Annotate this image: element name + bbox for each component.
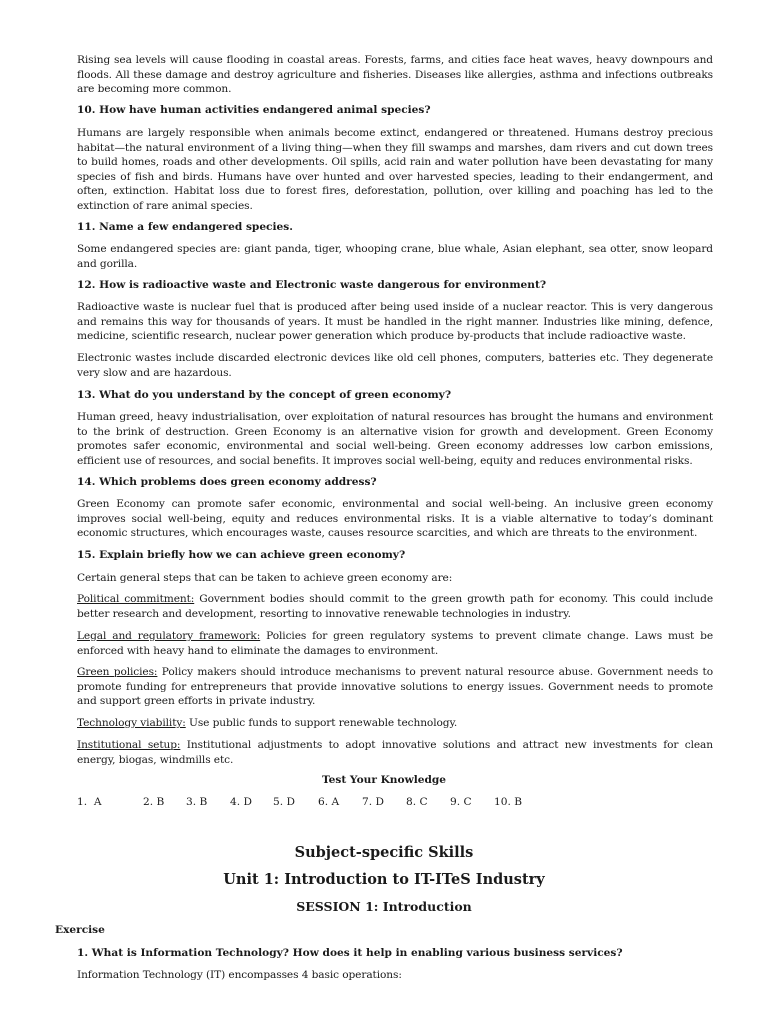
answer-key-item: 6. A	[318, 796, 340, 808]
answer-key-item: 8. C	[406, 796, 428, 808]
step-term: Technology viability:	[77, 717, 186, 729]
answer-12-radioactive: Radioactive waste is nuclear fuel that is produced after being used inside of a nuclear reactor. This is very dangerous and remains this way for thousands of years. It must be handled in the right manner. Industries like mining, defence, medicine, scientific research, nuclear power generation which produce by-products that include radioactive waste.	[77, 301, 713, 342]
step-term: Green policies:	[77, 666, 158, 678]
answer-key-item: 9. C	[450, 796, 472, 808]
step-term: Institutional setup:	[77, 739, 181, 751]
step-green-policies	[77, 665, 713, 709]
step-term: Legal and regulatory framework:	[77, 630, 261, 642]
step-term: Political commitment:	[77, 593, 195, 605]
step-legal-framework	[77, 629, 713, 658]
answer-12-electronic: Electronic wastes include discarded electronic devices like old cell phones, computers, batteries etc. They degenerate very slow and are hazardous.	[77, 352, 713, 379]
unit-title: Unit 1: Introduction to IT-ITeS Industry	[223, 871, 545, 888]
question-13: 13. What do you understand by the concept of green economy?	[77, 389, 452, 401]
step-text: Government bodies should commit to the green growth path for economy. This could include better research and development, resorting to innovative renewable technologies in industry.	[77, 593, 713, 620]
session-title: SESSION 1: Introduction	[296, 899, 472, 914]
question-11: 11. Name a few endangered species.	[77, 221, 293, 233]
answer-11: Some endangered species are: giant panda, tiger, whooping crane, blue whale, Asian elephant, sea otter, snow leopard and gorilla.	[77, 243, 713, 270]
answer-15-intro: Certain general steps that can be taken to achieve green economy are:	[77, 572, 453, 584]
answer-14: Green Economy can promote safer economic, environmental and social well-being. An inclusive green economy improves social well-being, equity and reduces environmental risks. It is a viable alternative to today’s dominant economic structures, which encourages waste, causes resource scarcities, and which are threats to the environment.	[77, 498, 713, 539]
answer-key-item: 4. D	[230, 796, 252, 808]
section-title: Subject-specific Skills	[294, 844, 474, 861]
question-12: 12. How is radioactive waste and Electronic waste dangerous for environment?	[77, 279, 547, 291]
step-political-commitment	[77, 592, 713, 621]
step-text: Institutional adjustments to adopt innovative solutions and attract new investments for clean energy, biogas, windmills etc.	[77, 739, 713, 766]
question-10: 10. How have human activities endangered animal species?	[77, 104, 431, 116]
answer-key-item: 2. B	[143, 796, 165, 808]
step-text: Use public funds to support renewable technology.	[185, 717, 458, 729]
answer-13: Human greed, heavy industrialisation, over exploitation of natural resources has brought the humans and environment to the brink of destruction. Green Economy is an alternative vision for growth and development. Green Economy promotes safer economic, environmental and social well-being. Green economy addresses low carbon emissions, efficient use of resources, and social benefits. It improves social well-being, equity and reduces environmental risks.	[77, 411, 713, 467]
answer-key-item: 10. B	[494, 796, 522, 808]
step-text: Policy makers should introduce mechanisms to prevent natural resource abuse. Government needs to promote funding for entrepreneurs that provide innovative solutions to energy issues. Government needs to promote and support green efforts in private industry.	[77, 666, 713, 707]
test-your-knowledge-title: Test Your Knowledge	[321, 774, 447, 786]
question-15: 15. Explain briefly how we can achieve green economy?	[77, 549, 406, 561]
intro-paragraph: Rising sea levels will cause flooding in coastal areas. Forests, farms, and cities face heat waves, heavy downpours and floods. All these damage and destroy agriculture and fisheries. Diseases like allergies, asthma and infections outbreaks are becoming more common.	[77, 54, 713, 95]
exercise-answer-1: Information Technology (IT) encompasses 4 basic operations:	[77, 969, 402, 981]
exercise-label: Exercise	[55, 924, 105, 936]
answer-key-item: 5. D	[273, 796, 295, 808]
answer-key-item: 3. B	[186, 796, 208, 808]
answer-key-item: 7. D	[362, 796, 384, 808]
step-technology-viability	[77, 716, 713, 731]
step-institutional-setup	[77, 738, 713, 767]
question-14: 14. Which problems does green economy address?	[77, 476, 377, 488]
answer-key-item: 1. A	[77, 796, 102, 808]
answer-10: Humans are largely responsible when animals become extinct, endangered or threatened. Humans destroy precious habitat—the natural environment of a living thing—when they fill swamps and marshes, dam rivers and cut down trees to build homes, roads and other developments. Oil spills, acid rain and water pollution have been devastating for many species of fish and birds. Humans have over hunted and over harvested species, leading to their endangerment, and often, extinction. Habitat loss due to forest fires, deforestation, pollution, over killing and poaching has led to the extinction of rare animal species.	[77, 127, 713, 212]
exercise-question-1: 1. What is Information Technology? How does it help in enabling various business services?	[77, 947, 623, 959]
step-text: Policies for green regulatory systems to prevent climate change. Laws must be enforced with heavy hand to eliminate the damages to environment.	[77, 630, 714, 657]
